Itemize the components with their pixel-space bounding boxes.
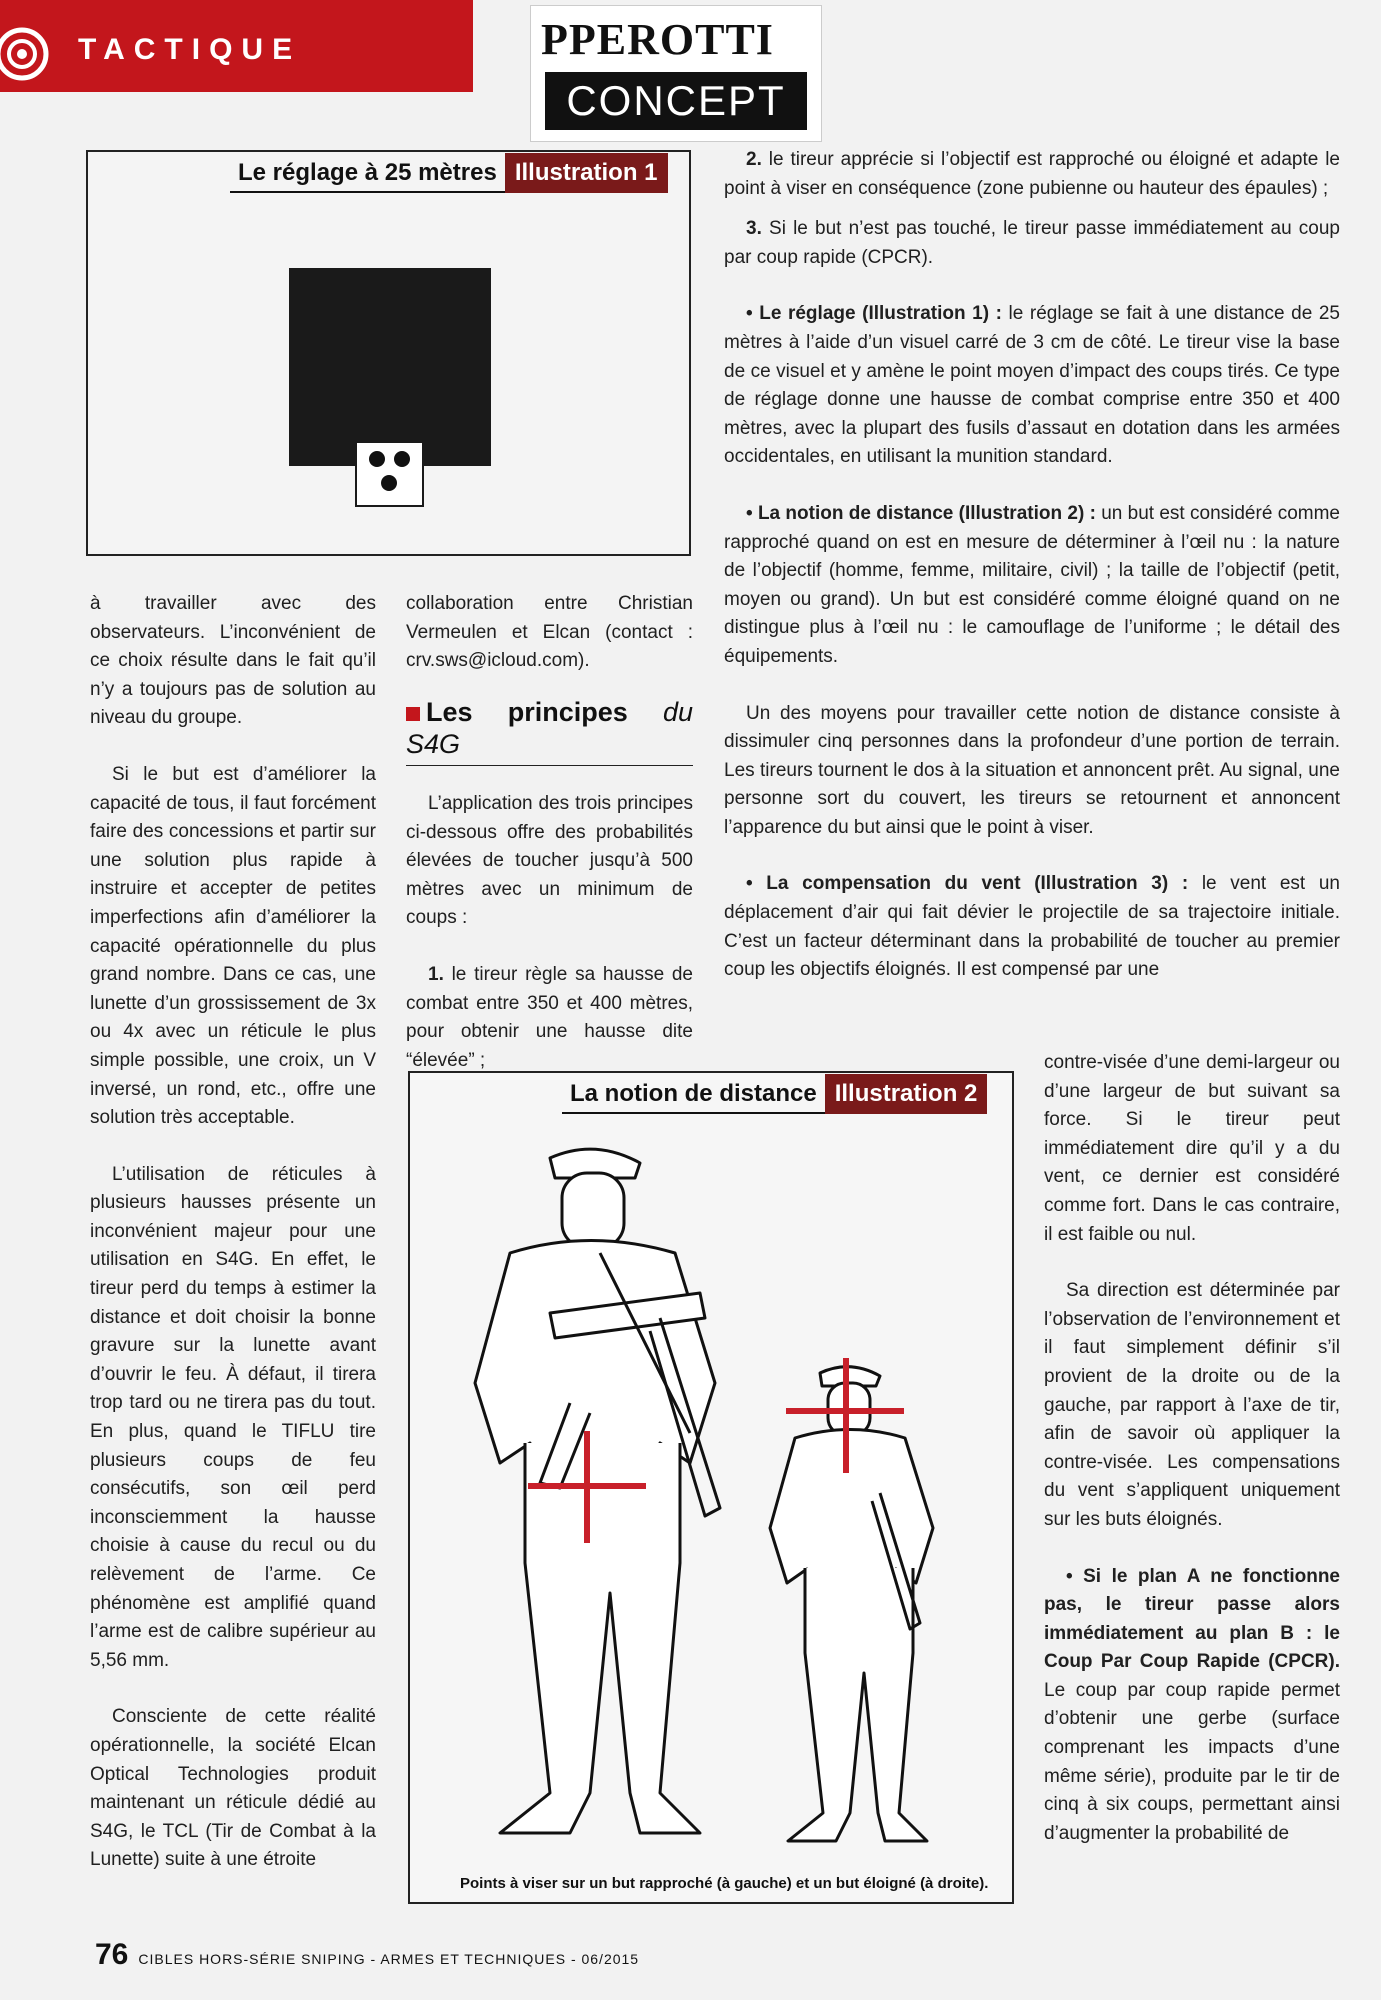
list-text: le tireur apprécie si l’objectif est rapproché ou éloigné et adapte le point à viser en conséquence (zone pubienne ou hauteur des épaules) ; — [724, 149, 1340, 199]
paragraph-text: le réglage se fait à une distance de 25 mètres à l’aide d’un visuel carré de 3 cm de côté. Le tireur vise la base de ce visuel et y amène le point moyen d’impact des coups tirés. Ce type de réglage donne une hausse de combat comprise entre 350 et 400 mètres, avec la plupart des fusils d’assaut en dotation dans les armées occidentales, en utilisant la munition standard. — [724, 303, 1341, 468]
paragraph-lead: • La compensation du vent (Illustration 3) : — [746, 873, 1189, 895]
subheading-bold: Les principes — [426, 696, 628, 727]
illustration-1 — [86, 150, 691, 556]
column-4 — [1044, 1049, 1340, 1876]
list-text: Si le but n’est pas touché, le tireur passe immédiatement au coup par coup rapide (CPCR). — [724, 218, 1340, 268]
paragraph: Sa direction est déterminée par l’observation de l’environnement et il faut simplement définir s’il provient de la droite ou de la gauche, par rapport à l’axe de tir, afin de savoir où appliquer la contre-visée. Les compensations du vent s’appliquent uniquement sur les buts éloignés. — [1044, 1280, 1340, 1530]
paragraph — [724, 870, 1340, 984]
paragraph — [1044, 1563, 1340, 1849]
soldiers-drawing — [410, 1073, 1012, 1902]
paragraph: collaboration entre Christian Vermeulen et Elcan (contact : crv.sws@icloud.com). — [406, 593, 693, 672]
subheading-italic: du S4G — [406, 696, 693, 760]
paragraph: L’utilisation de réticules à plusieurs hausses présente un inconvénient majeur pour une utilisation en S4G. En effet, le tireur perd du temps à estimer la distance et doit choisir la bonne gravure sur la lunette avant d’ouvrir le feu. À défaut, il tirera trop tard ou ne tirera pas du tout. En plus, quand le TIFLU tire plusieurs coups de feu consécutifs, son œil perd inconsciemment la hausse choisie à cause du recul ou du relèvement de l’arme. Ce phénomène est amplifié quand l’arme est de calibre supérieur au 5,56 mm. — [90, 1163, 376, 1671]
paragraph-lead: • Si le plan A ne fonctionne pas, le tireur passe alors immédiatement au plan B : le Coup Par Coup Rapide (CPCR). — [1044, 1565, 1340, 1673]
paragraph — [724, 215, 1340, 272]
target-icon — [0, 23, 62, 85]
paragraph: L’application des trois principes ci-dessous offre des probabilités élevées de toucher jusqu’à 500 mètres avec un minimum de coups : — [406, 792, 693, 929]
list-number: 1. — [428, 963, 444, 985]
paragraph-text: un but est considéré comme rapproché quand on est en mesure de déterminer à l’œil nu : la nature de l’objectif (homme, femme, militaire, civil) ; la taille de l’objectif (petit, moyen ou grand). Un but est considéré comme éloigné quand on ne distingue plus à l’œil nu : le camouflage de l’uniforme ; le détail des équipements. — [724, 502, 1340, 667]
paragraph: Si le but est d’améliorer la capacité de tous, il faut forcément faire des concessions et partir sur une solution plus rapide à instruire et accepter de petites imperfections afin d’améliorer la capacité opérationnelle du plus grand nombre. Dans ce cas, une lunette d’un grossissement de 3x ou 4x avec un réticule le plus simple possible, une croix, un V inversé, un rond, etc., offre une solution très acceptable. — [90, 763, 376, 1129]
footer-text: CIBLES HORS-SÉRIE SNIPING - ARMES ET TECHNIQUES - 06/2015 — [138, 1951, 640, 1967]
illustration-2-title: La notion de distance — [562, 1074, 825, 1114]
column-1 — [90, 590, 376, 1903]
page-number: 76 — [95, 1938, 129, 1971]
paragraph: contre-visée d’une demi-largeur ou d’une largeur de but suivant sa force. Si le tireur peut immédiatement dire qu’il y a du vent, ce dernier est considéré comme fort. Dans le cas contraire, il est faible ou nul. — [1044, 1052, 1340, 1245]
paragraph-text: Le coup par coup rapide permet d’obtenir une gerbe (surface comprenant les impacts d’une même série), produite par le tir de cinq à six coups, permettant ainsi d’augmenter la probabilité de — [1044, 1679, 1340, 1844]
paragraph-lead: • Le réglage (Illustration 1) : — [746, 303, 1002, 325]
column-2 — [406, 590, 693, 1103]
list-number: 2. — [746, 149, 762, 170]
illustration-2-caption: Points à viser sur un but rapproché (à gauche) et un but éloigné (à droite). — [460, 1875, 989, 1892]
paragraph — [724, 146, 1340, 203]
subheading — [406, 698, 693, 766]
illustration-1-tag: Illustration 1 — [505, 153, 668, 193]
paragraph: Un des moyens pour travailler cette notion de distance consiste à dissimuler cinq personnes dans la profondeur d’une portion de terrain. Les tireurs tournent le dos à la situation et annoncent prêt. Au signal, une personne sort du couvert, les tireurs se retournent et annoncent l’apparence du but ainsi que le point à viser. — [724, 702, 1340, 838]
logo-line1: PPEROTTI — [541, 15, 774, 64]
illustration-2 — [408, 1071, 1014, 1904]
list-number: 3. — [746, 218, 762, 240]
brand-logo — [530, 5, 822, 142]
zeroing-target-figure — [88, 152, 689, 554]
paragraph — [406, 961, 693, 1075]
section-tab — [0, 5, 475, 92]
paragraph: à travailler avec des observateurs. L’inconvénient de ce choix résulte dans le fait qu’il n’y a toujours pas de solution au niveau du groupe. — [90, 593, 376, 729]
logo-line2: CONCEPT — [545, 72, 807, 130]
list-text: le tireur règle sa hausse de combat entre 350 et 400 mètres, pour obtenir une hausse dite “élevée” ; — [406, 963, 693, 1071]
paragraph — [724, 500, 1340, 672]
column-3 — [724, 146, 1340, 1013]
section-label: TACTIQUE — [78, 33, 302, 66]
paragraph — [724, 300, 1340, 472]
illustration-1-title: Le réglage à 25 mètres — [230, 153, 505, 193]
illustration-2-tag: Illustration 2 — [825, 1074, 988, 1114]
subheading-bullet — [406, 707, 420, 721]
paragraph-text: le vent est un déplacement d’air qui fait dévier le projectile de sa trajectoire initiale. C’est un facteur déterminant dans la probabilité de toucher au premier coup les objectifs éloignés. Il est compensé par une — [724, 873, 1340, 981]
paragraph-lead: • La notion de distance (Illustration 2) : — [746, 502, 1096, 524]
paragraph: Consciente de cette réalité opérationnelle, la société Elcan Optical Technologies produit maintenant un réticule dédié au S4G, le TCL (Tir de Combat à la Lunette) suite à une étroite — [90, 1706, 376, 1871]
footer — [95, 1938, 639, 1972]
